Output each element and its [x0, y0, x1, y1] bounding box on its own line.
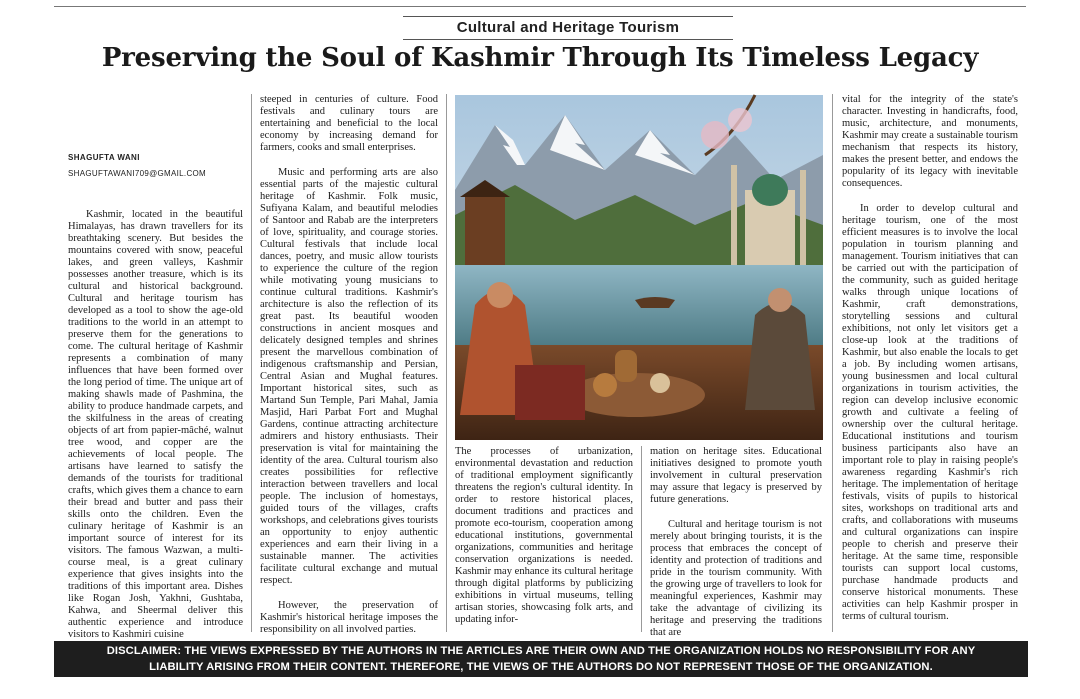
article-column-1	[68, 209, 243, 640]
section-kicker: Cultural and Heritage Tourism	[403, 16, 733, 40]
top-rule	[54, 6, 1026, 7]
column-divider	[446, 94, 447, 632]
disclaimer-banner	[54, 641, 1028, 677]
paragraph: Kashmir, located in the beautiful Himalayas, has drawn travellers for its breathtaking scenery. But besides the mountains covered with snow, peaceful lakes, and green valleys, Kashmir possesses another treasure, which is its cultural and historical background. Cultural and heritage tourism has developed as a tool to show the age-old traditions to the world in an attempt to preserve them for the generations to come. The cultural heritage of Kashmir represents a combination of many influences that have been formed over the long period of time. The unique art of making shawls made of Pashmina, the ability to produce handmade carpets, and the skilfulness in the areas of creating objects of art from papier-mâché, walnut tree wood, and copper are the achievements of local people. The artisans have learned to satisfy the demands of the tourists for traditional crafts, which gives them a chance to earn their bread and butter and pass their skills onto the children. Even the culinary heritage of Kashmir is an important source of interest for its visitors. The famous Wazwan, a multi-course meal, is a great culinary experience that gives insights into the traditions of this important area. Dishes like Rogan Josh, Yakhni, Gushtaba, Kahwa, and Sheermal deliver this authentic experience and introduce visitors to Kashmiri cuisine	[68, 209, 243, 640]
byline	[68, 153, 206, 178]
article-column-2	[260, 94, 438, 635]
paragraph: vital for the integrity of the state's character. Investing in handicrafts, food, music, architecture, and monuments, Kashmir may create a sustainable tourism mechanism that respects its history, makes the present better, and endows the popularity of its legacy with inevitable consequences.	[842, 94, 1018, 189]
disclaimer-line-2: LIABILITY ARISING FROM THEIR CONTENT. THEREFORE, THE VIEWS OF THE AUTHORS DO NOT REPRESENT THOSE OF THE ORGANIZATION.	[149, 661, 933, 673]
kashmir-heritage-illustration	[455, 95, 823, 440]
paragraph: In order to develop cultural and heritage tourism, one of the most efficient measures is to involve the local population in tourism planning and management. Tourism initiatives that can be carried out with the participation of the community, such as guided heritage walks through unique locations of Kashmir, craft demonstrations, storytelling sessions and cultural exhibitions, not only let visitors get a close-up look at the traditions of Kashmir, but also enable the locals to get a job. By including women artisans, young businessmen and local cultural organizations in tourism activities, the region can develop inclusive economic growth and cultivate a feeling of ownership over the cultural heritage. Educational institutions and tourism business participants also have an important role to play in raising people's awareness regarding Kashmir's rich heritage. The implementation of heritage festivals, visits of pupils to historical sites, workshops on traditional arts and crafts, and collaborations with museums and cultural organizations can inspire people to cherish and preserve their heritage. At the same time, responsible tourists can support local customs, purchase handmade products and conserve historical monuments. These activities can help Kashmir prosper in terms of cultural tourism.	[842, 203, 1018, 622]
paragraph: The processes of urbanization, environmental devastation and reduction of traditional employment significantly threatens the region's cultural identity. In order to restore historical places, document traditions and practices and promote eco-tourism, cooperation among educational institutions, governmental organizations, communities and heritage conservation organizations is needed. Kashmir may enhance its cultural heritage through digital platforms by publicizing exhibitions in virtual museums, telling artisan stories, showcasing folk arts, and updating infor-	[455, 446, 633, 625]
column-divider	[251, 94, 252, 632]
article-column-5	[842, 94, 1018, 622]
disclaimer-line-1: DISCLAIMER: THE VIEWS EXPRESSED BY THE AUTHORS IN THE ARTICLES ARE THEIR OWN AND THE ORGANIZATION HOLDS NO RESPONSIBILITY FOR ANY	[106, 645, 976, 657]
paragraph: Music and performing arts are also essential parts of the majestic cultural heritage of Kashmir. Folk music, Sufiyana Kalam, and beautiful melodies of Santoor and Rabab are the interpreters of love, spirituality, and courage stories. Cultural festivals that include local dances, poetry, and music allow tourists to experience the culture of the region while motivating young musicians to continue cultural traditions. Kashmir's architecture is also the reflection of its great past. Its beautiful wooden constructions in ancient mosques and delicately designed temples and shrines present the marvellous combination of indigenous craftsmanship and Persian, Central Asian and Mughal features. Important historical sites, such as Martand Sun Temple, Pari Mahal, Jamia Masjid, Hari Parbat Fort and Mughal Gardens, continue attracting architecture admirers and history enthusiasts. Their preservation is vital for maintaining the identity of the area. Cultural tourism also creates possibilities for reflective interaction between travellers and local people. The inclusion of homestays, guided tours of the villages, crafts workshops, and celebrations gives tourists an opportunity to enjoy authentic experiences and earn their living in a sustainable manner. The activities facilitate cultural exchange and mutual respect.	[260, 167, 438, 586]
illustration-image	[455, 95, 823, 440]
paragraph: Cultural and heritage tourism is not merely about bringing tourists, it is the process that embraces the concept of identity and protection of traditions and pride in the tourism community. With the growing urge of travellers to look for meaningful experiences, Kashmir may take the advantage of civilizing its heritage and preserving the traditions that are	[650, 519, 822, 638]
article-column-4	[650, 446, 822, 638]
author-name: SHAGUFTA WANI	[68, 153, 140, 162]
paragraph: However, the preservation of Kashmir's historical heritage imposes the responsibility on all involved parties.	[260, 600, 438, 635]
paragraph: mation on heritage sites. Educational initiatives designed to promote youth involvement in cultural preservation may assure that legacy is preserved by future generations.	[650, 446, 822, 505]
paragraph: steeped in centuries of culture. Food festivals and culinary tours are entertaining and beneficial to the local economy by increasing demand for farmers, cooks and small enterprises.	[260, 94, 438, 153]
column-divider	[832, 94, 833, 632]
headline: Preserving the Soul of Kashmir Through Its Timeless Legacy	[101, 43, 979, 73]
article-column-3	[455, 446, 633, 631]
author-email: SHAGUFTAWANI709@GMAIL.COM	[68, 169, 207, 178]
column-divider	[641, 446, 642, 632]
